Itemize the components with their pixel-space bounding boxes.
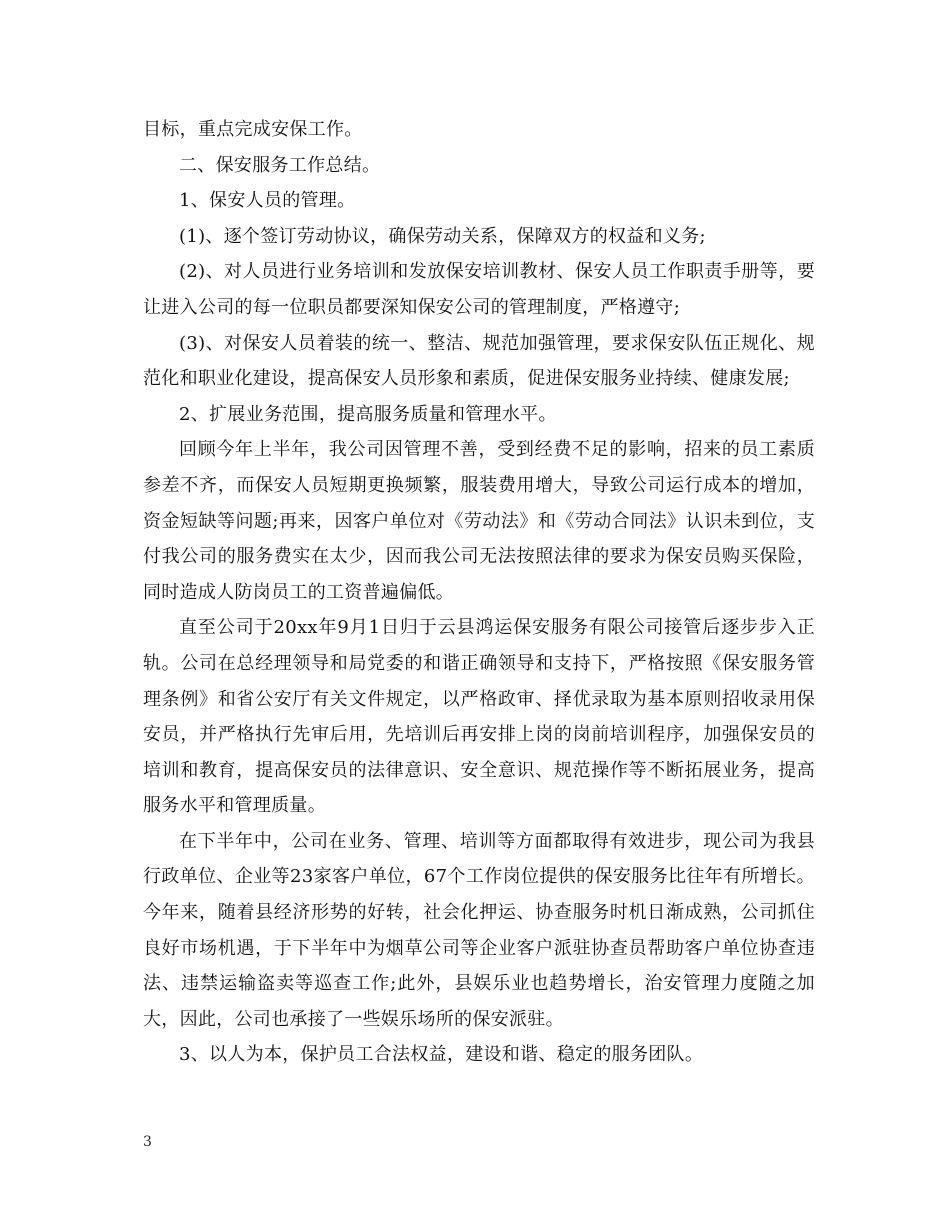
subheading-personnel-management: 1、保安人员的管理。 <box>179 190 356 212</box>
paragraph-first-half-review: 回顾今年上半年，我公司因管理不善，受到经费不足的影响，招来的员工素质参差不齐，而保安人员短期更换频繁，服装费用增大，导致公司运行成本的增加，资金短缺等问题;再来，因客户单位对《劳动法》和《劳动合同法》认识未到位，支付我公司的服务费实在太少，因而我公司无法按照法律的要求为保安员购买保险，同时造成人防岗员工的工资普遍偏低。 <box>143 439 815 603</box>
list-item-labor-agreement: (1)、逐个签订劳动协议，确保劳动关系，保障双方的权益和义务; <box>179 225 706 247</box>
subheading-people-oriented: 3、以人为本，保护员工合法权益，建设和谐、稳定的服务团队。 <box>179 1044 704 1066</box>
paragraph-second-half-progress: 在下半年中，公司在业务、管理、培训等方面都取得有效进步，现公司为我县行政单位、企业等23家客户单位，67个工作岗位提供的保安服务比往年有所增长。今年来，随着县经济形势的好转，社会化押运、协查服务时机日渐成熟，公司抓住良好市场机遇，于下半年中为烟草公司等企业客户派驻协查员帮助客户单位协查违法、违禁运输盗卖等巡查工作;此外，县娱乐业也趋势增长，治安管理力度随之加大，因此，公司也承接了一些娱乐场所的保安派驻。 <box>143 830 815 1030</box>
list-item-uniform-management: (3)、对保安人员着装的统一、整洁、规范加强管理，要求保安队伍正规化、规范化和职业化建设，提高保安人员形象和素质，促进保安服务业持续、健康发展; <box>143 332 815 390</box>
document-body <box>143 112 815 1073</box>
section-heading-security-service-summary: 二、保安服务工作总结。 <box>179 154 381 176</box>
page-number: 3 <box>143 1134 152 1150</box>
list-item-training: (2)、对人员进行业务培训和发放保安培训教材、保安人员工作职责手册等，要让进入公司的每一位职员都要深知保安公司的管理制度，严格遵守; <box>143 261 815 318</box>
subheading-expand-business: 2、扩展业务范围，提高服务质量和管理水平。 <box>179 403 557 425</box>
paragraph-continuation: 目标，重点完成安保工作。 <box>143 119 363 140</box>
paragraph-company-takeover: 直至公司于20xx年9月1日归于云县鸿运保安服务有限公司接管后逐步步入正轨。公司在总经理领导和局党委的和谐正确领导和支持下，严格按照《保安服务管理条例》和省公安厅有关文件规定，以严格政审、择优录取为基本原则招收录用保安员，并严格执行先审后用，先培训后再安排上岗的岗前培训程序，加强保安员的培训和教育，提高保安员的法律意识、安全意识、规范操作等不断拓展业务，提高服务水平和管理质量。 <box>143 617 815 817</box>
